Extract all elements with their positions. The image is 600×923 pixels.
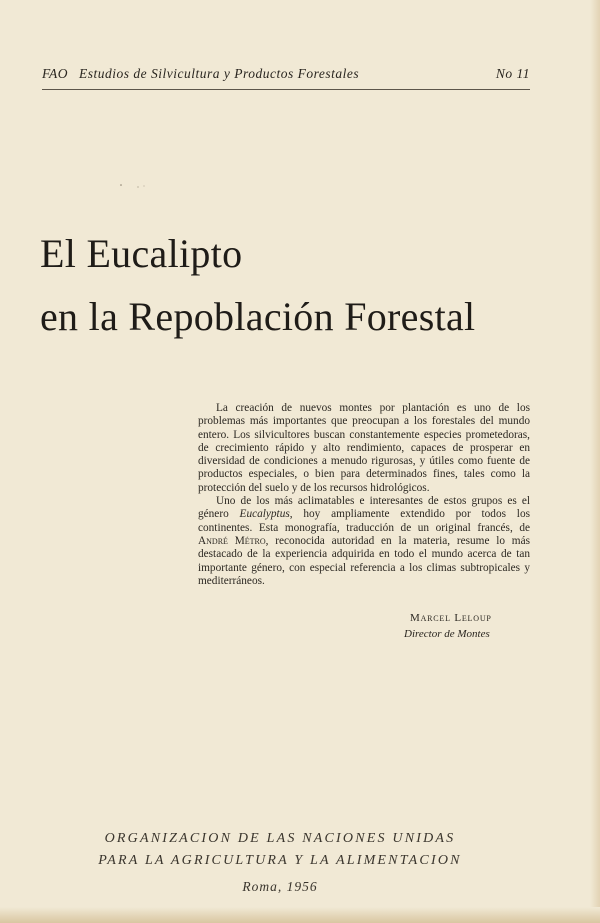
title-line-1: El Eucalipto [40, 231, 243, 276]
series-org: FAO [42, 66, 69, 81]
series-title: Estudios de Silvicultura y Productos Forestales [79, 66, 360, 81]
series-header [42, 66, 530, 82]
title-line-2: en la Repoblación Forestal [40, 294, 476, 339]
page-title [40, 222, 560, 348]
publication-place-year: Roma, 1956 [242, 879, 318, 894]
abstract [198, 402, 530, 588]
signature [380, 610, 530, 642]
abstract-paragraph-1: La creación de nuevos montes por plantación es uno de los problemas más importantes que preocupan a los forestales del mundo entero. Los silvicultores buscan constantemente especies prometedoras, de crecimiento rápido y alto rendimiento, capaces de prosperar en diversidad de condiciones a menudo rigurosas, y útiles como fuente de productos especiales, o bien para determinados fines, tales como la protección del suelo y de los recursos hidrológicos. [198, 402, 530, 494]
abstract-paragraph-2 [198, 495, 530, 588]
publisher-line-1: ORGANIZACION DE LAS NACIONES UNIDAS [104, 831, 456, 846]
page-edge-bottom [0, 907, 600, 923]
publisher-line-2: PARA LA AGRICULTURA Y LA ALIMENTACION [98, 853, 462, 868]
series-number: No 11 [495, 66, 530, 81]
publisher-footer [60, 828, 500, 898]
signature-role: Director de Montes [404, 628, 490, 640]
signature-name: Marcel Leloup [410, 612, 492, 624]
page-edge-right [590, 0, 600, 923]
print-speck [118, 183, 148, 189]
author-name: André Métro [198, 534, 266, 547]
genus-name: Eucalyptus [239, 508, 290, 521]
p2-text-c: , reconocida autoridad en la materia, resume lo más destacado de la experiencia adquirida en todo el mundo acerca de tan importante género, con especial referencia a los climas subtropicales y mediterráneos. [198, 534, 530, 587]
p2-text-b: , hoy ampliamente extendido por todos los continentes. Esta monografía, traducción de un original francés, de [198, 508, 530, 534]
series-line [42, 66, 370, 82]
p2-text-a: Uno de los más aclimatables e interesantes de estos grupos es el género [198, 495, 530, 521]
header-rule [42, 89, 530, 90]
